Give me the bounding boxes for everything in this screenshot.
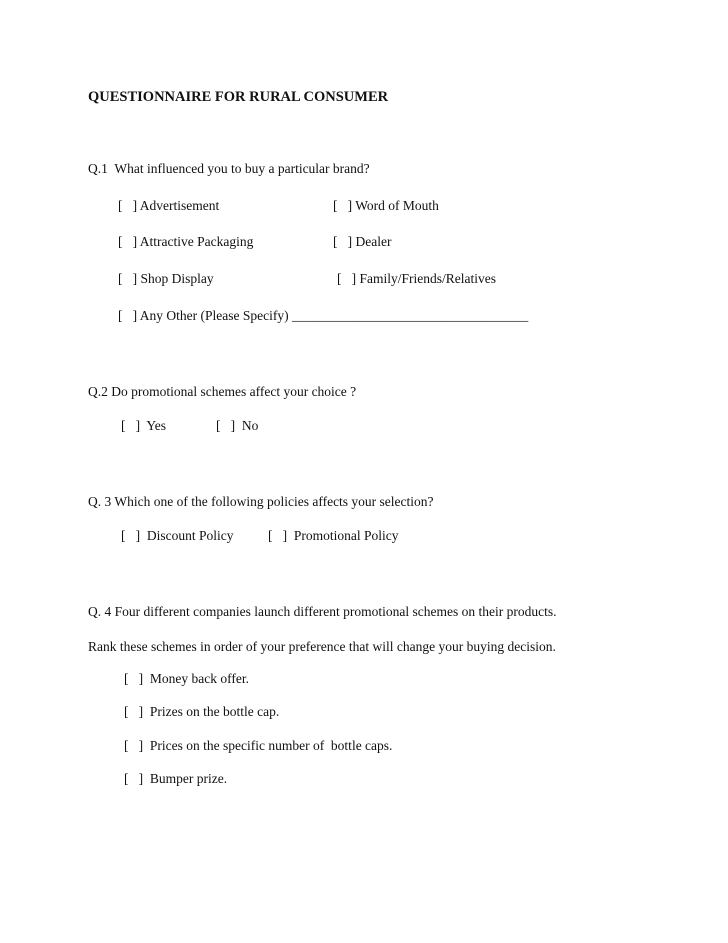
q4-question-line1: Q. 4 Four different companies launch different promotional schemes on their products.: [88, 604, 557, 619]
q1-option-advertisement[interactable]: [ ] Advertisement: [118, 198, 220, 213]
q3-question: Q. 3 Which one of the following policies affects your selection?: [88, 494, 434, 509]
q2-question: Q.2 Do promotional schemes affect your choice ?: [88, 384, 357, 399]
q3-option-promotional-policy[interactable]: [ ] Promotional Policy: [268, 528, 399, 543]
q1-option-family-friends-relatives[interactable]: [ ] Family/Friends/Relatives: [337, 271, 496, 286]
q2-option-no[interactable]: [ ] No: [216, 418, 259, 433]
q4-option-money-back-offer[interactable]: [ ] Money back offer.: [124, 671, 249, 686]
q2-option-yes[interactable]: [ ] Yes: [121, 418, 167, 433]
q4-option-prizes-on-bottle-cap[interactable]: [ ] Prizes on the bottle cap.: [124, 704, 280, 719]
q4-option-bumper-prize[interactable]: [ ] Bumper prize.: [124, 771, 228, 786]
q4-question-line2: Rank these schemes in order of your preference that will change your buying decision.: [88, 639, 556, 654]
q1-option-dealer[interactable]: [ ] Dealer: [333, 234, 392, 249]
q4-option-prices-on-bottle-caps[interactable]: [ ] Prices on the specific number of bottle caps.: [124, 738, 393, 753]
q1-option-shop-display[interactable]: [ ] Shop Display: [118, 271, 214, 286]
q1-option-word-of-mouth[interactable]: [ ] Word of Mouth: [333, 198, 439, 213]
q1-option-attractive-packaging[interactable]: [ ] Attractive Packaging: [118, 234, 254, 249]
q1-option-any-other[interactable]: [ ] Any Other (Please Specify) ___________________________________: [118, 308, 529, 323]
page-title: QUESTIONNAIRE FOR RURAL CONSUMER: [88, 89, 389, 105]
q1-question: Q.1 What influenced you to buy a particular brand?: [88, 161, 370, 176]
q3-option-discount-policy[interactable]: [ ] Discount Policy: [121, 528, 234, 543]
